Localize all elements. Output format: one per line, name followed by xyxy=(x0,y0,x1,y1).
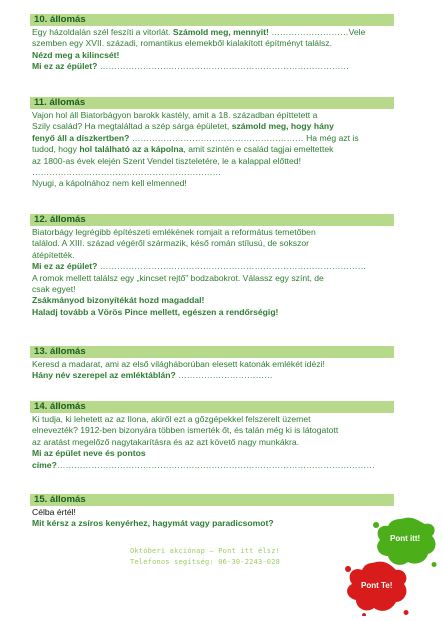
station-text xyxy=(30,109,394,190)
text-line xyxy=(32,414,392,425)
text-segment: Keresd a madarat, ami az első világháborúban elesett katonák emlékét idézi! xyxy=(32,359,325,369)
text-line xyxy=(32,518,392,529)
station-12 xyxy=(30,214,394,318)
text-segment: ………………………………………………………………………………………………… xyxy=(56,459,375,470)
task-highlight: Haladj tovább a Vörös Pince mellett, egészen a rendőrségig! xyxy=(32,306,279,317)
station-title: 10. állomás xyxy=(30,14,394,26)
text-segment: …………………………………………………………………………… xyxy=(97,61,350,72)
text-line xyxy=(32,50,392,61)
station-title: 15. állomás xyxy=(30,494,394,506)
text-segment: ………………………Vele xyxy=(268,27,366,37)
text-segment: átépítették. xyxy=(32,249,75,260)
text-line xyxy=(32,238,392,249)
text-segment: Biatorbágy legrégibb építészeti emlékének romjait a református temetőben xyxy=(32,227,316,237)
text-line xyxy=(32,110,392,121)
task-highlight: Zsákmányod bizonyítékát hozd magaddal! xyxy=(32,295,205,306)
text-line xyxy=(32,307,392,318)
text-segment: , amit szintén e család tagjai emeltettek xyxy=(183,144,334,155)
station-text xyxy=(30,506,394,530)
text-line xyxy=(32,273,392,284)
text-line xyxy=(32,425,392,436)
red-badge-label: Pont Te! xyxy=(361,581,393,590)
task-highlight: Mit kérsz a zsíros kenyérhez, hagymát vagy paradicsomot? xyxy=(32,518,274,529)
text-segment: az aratást megelőző nagytakarításra és az azt követő nagy munkákra. xyxy=(32,436,300,447)
text-segment: Ki tudja, ki lehetett az az Ilona, akiről ezt a gőzgépekkel felszerelt üzemet xyxy=(32,414,311,424)
text-segment: A romok mellett találsz egy „kincset rejtő” bodzabokrot. Válassz egy színt, de xyxy=(32,272,324,283)
text-line xyxy=(32,178,392,189)
text-line xyxy=(32,460,392,471)
task-highlight: címe? xyxy=(32,459,57,470)
station-13 xyxy=(30,346,394,382)
task-highlight: hol található az a kápolna xyxy=(79,144,184,155)
text-segment: …………………………………………………… Ha még azt is xyxy=(129,132,359,143)
text-segment: Vajon hol áll Biatorbágyon barokk kastély, amit a 18. században építtetett a xyxy=(32,110,318,120)
text-line xyxy=(32,61,392,72)
station-14 xyxy=(30,401,394,471)
text-segment: csak egyet! xyxy=(32,283,76,294)
station-10 xyxy=(30,14,394,73)
station-15 xyxy=(30,494,394,530)
text-segment: Szily család? Ha megtaláltad a szép sárga épületet, xyxy=(32,121,232,132)
task-highlight: Számold meg, mennyit! xyxy=(172,27,269,37)
station-11 xyxy=(30,97,394,190)
text-line xyxy=(32,250,392,261)
text-line xyxy=(32,227,392,238)
text-segment: …………………………… xyxy=(175,370,273,381)
text-segment: ………………………………………………………………………………… xyxy=(97,261,367,272)
text-line xyxy=(32,167,392,178)
text-line xyxy=(32,121,392,132)
text-segment: találod. A XIII. század végéről származik, késő román stílusú, de sokszor xyxy=(32,238,310,249)
footer-phone-line: Telefonos segítség: 06-30-2243-028 xyxy=(129,558,281,566)
text-line xyxy=(32,156,392,167)
text-segment: ………………………………………………………… xyxy=(32,166,222,177)
text-line xyxy=(32,261,392,272)
station-title: 14. állomás xyxy=(30,401,394,413)
text-line xyxy=(32,507,392,518)
task-highlight: Mi ez az épület? xyxy=(32,61,98,72)
station-text xyxy=(30,413,394,471)
task-highlight: Nézd meg a kilincsét! xyxy=(32,49,120,60)
text-segment: elnevezték? 1912-ben bizonyára többen ismerték őt, és talán még ki is látogatott xyxy=(32,425,339,436)
station-text xyxy=(30,26,394,73)
text-line xyxy=(32,295,392,306)
task-highlight: fenyő áll a díszkertben? xyxy=(32,132,130,143)
station-text xyxy=(30,358,394,382)
footer xyxy=(100,546,310,568)
text-line xyxy=(32,437,392,448)
text-line xyxy=(32,370,392,381)
text-line xyxy=(32,133,392,144)
text-segment: Egy házoldalán szél feszíti a vitorlát. xyxy=(32,27,173,37)
text-segment: Célba értél! xyxy=(32,507,76,517)
text-line xyxy=(32,27,392,38)
text-line xyxy=(32,359,392,370)
text-line xyxy=(32,38,392,49)
text-line xyxy=(32,284,392,295)
task-highlight: Hány név szerepel az emléktáblán? xyxy=(32,370,176,381)
text-segment: tudod, hogy xyxy=(32,144,80,155)
task-highlight: Mi az épület neve és pontos xyxy=(32,448,146,459)
task-highlight: Mi ez az épület? xyxy=(32,261,98,272)
text-line xyxy=(32,144,392,155)
station-text xyxy=(30,226,394,318)
task-highlight: számold meg, hogy hány xyxy=(231,121,334,132)
green-badge-label: Pont itt! xyxy=(390,534,421,543)
text-line xyxy=(32,448,392,459)
station-title: 11. állomás xyxy=(30,97,394,109)
red-splat-badge xyxy=(340,556,412,616)
footer-event-line: Októberi akciónap – Pont itt élsz! xyxy=(129,547,281,555)
text-segment: az 1800-as évek elején Szent Vendel tiszteletére, le a kalappal előtted! xyxy=(32,155,301,166)
station-title: 12. állomás xyxy=(30,214,394,226)
text-segment: Nyugi, a kápolnához nem kell elmenned! xyxy=(32,178,187,189)
text-segment: szemben egy XVII. századi, romantikus elemekből kialakított építményt találsz. xyxy=(32,38,332,49)
station-title: 13. állomás xyxy=(30,346,394,358)
